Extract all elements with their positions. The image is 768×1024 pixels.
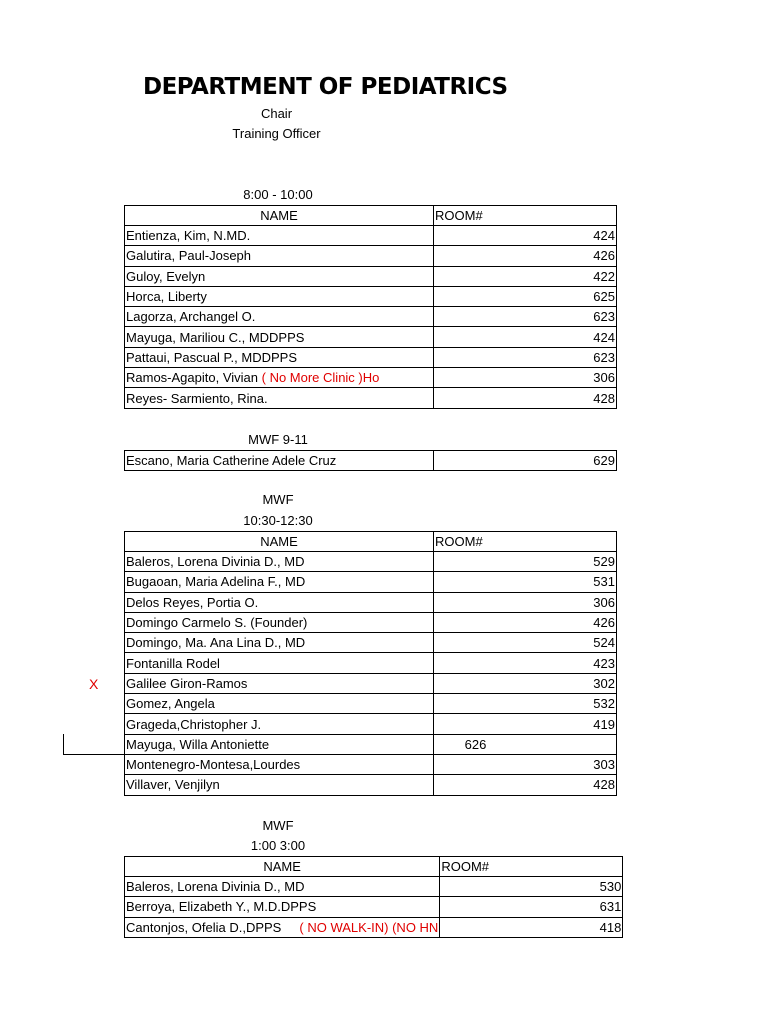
table-header-row xyxy=(125,532,617,552)
doctor-name-text: Cantonjos, Ofelia D.,DPPS xyxy=(126,919,282,935)
table-row xyxy=(125,754,617,774)
cell-border-fragment xyxy=(63,734,64,754)
name-header: NAME xyxy=(125,532,434,552)
doctor-name: Fontanilla Rodel xyxy=(125,653,434,673)
table-row xyxy=(125,327,617,347)
room-number: 529 xyxy=(434,552,617,572)
doctor-name: Horca, Liberty xyxy=(125,286,434,306)
section-3-time: 10:30-12:30 xyxy=(243,513,313,528)
clinic-note: ( NO WALK-IN) (NO HN xyxy=(299,919,439,935)
cell-border-fragment xyxy=(63,754,124,755)
room-number: 532 xyxy=(434,694,617,714)
doctor-name: Grageda,Christopher J. xyxy=(125,714,434,734)
table-row xyxy=(125,775,617,795)
table-row xyxy=(125,286,617,306)
schedule-table-1 xyxy=(124,205,617,409)
doctor-name xyxy=(125,368,434,388)
room-number: 428 xyxy=(434,775,617,795)
room-number: 631 xyxy=(440,897,623,917)
doctor-name: Baleros, Lorena Divinia D., MD xyxy=(125,552,434,572)
table-row xyxy=(125,653,617,673)
table-row xyxy=(125,552,617,572)
name-header: NAME xyxy=(125,857,440,877)
doctor-name-text: Ramos-Agapito, Vivian xyxy=(126,370,258,386)
table-row xyxy=(125,347,617,367)
table-row xyxy=(125,917,623,937)
room-number: 626 xyxy=(434,734,617,754)
table-row xyxy=(125,307,617,327)
room-header: ROOM# xyxy=(440,857,623,877)
table-row xyxy=(125,633,617,653)
doctor-name: Gomez, Angela xyxy=(125,694,434,714)
doctor-name: Galilee Giron-Ramos xyxy=(125,673,434,693)
room-number: 424 xyxy=(434,327,617,347)
doctor-name: Montenegro-Montesa,Lourdes xyxy=(125,754,434,774)
doctor-name: Galutira, Paul-Joseph xyxy=(125,246,434,266)
table-header-row xyxy=(125,857,623,877)
clinic-note: ( No More Clinic )Ho xyxy=(261,370,380,386)
room-number: 419 xyxy=(434,714,617,734)
schedule-table-3 xyxy=(124,531,617,796)
table-row xyxy=(125,734,617,754)
room-number: 424 xyxy=(434,226,617,246)
room-number: 531 xyxy=(434,572,617,592)
doctor-name: Escano, Maria Catherine Adele Cruz xyxy=(125,451,434,471)
table-row xyxy=(125,673,617,693)
section-2-time: MWF 9-11 xyxy=(248,432,308,447)
section-3-days: MWF xyxy=(262,492,294,507)
table-row xyxy=(125,714,617,734)
room-number: 302 xyxy=(434,673,617,693)
room-header: ROOM# xyxy=(434,532,617,552)
subtitle-chair: Chair xyxy=(260,106,293,121)
doctor-name: Delos Reyes, Portia O. xyxy=(125,592,434,612)
room-header: ROOM# xyxy=(434,206,617,226)
table-row xyxy=(125,226,617,246)
table-row xyxy=(125,877,623,897)
room-number: 426 xyxy=(434,246,617,266)
room-number: 426 xyxy=(434,612,617,632)
doctor-name: Berroya, Elizabeth Y., M.D.DPPS xyxy=(125,897,440,917)
x-mark: X xyxy=(89,676,99,692)
table-row xyxy=(125,592,617,612)
doctor-name: Reyes- Sarmiento, Rina. xyxy=(125,388,434,408)
room-number: 625 xyxy=(434,286,617,306)
section-4-time: 1:00 3:00 xyxy=(250,838,306,853)
room-number: 530 xyxy=(440,877,623,897)
room-number: 623 xyxy=(434,347,617,367)
room-number: 423 xyxy=(434,653,617,673)
room-number: 418 xyxy=(440,917,623,937)
room-number: 524 xyxy=(434,633,617,653)
table-row xyxy=(125,451,617,471)
room-number: 422 xyxy=(434,266,617,286)
room-number: 428 xyxy=(434,388,617,408)
doctor-name xyxy=(125,917,440,937)
doctor-name: Villaver, Venjilyn xyxy=(125,775,434,795)
doctor-name: Lagorza, Archangel O. xyxy=(125,307,434,327)
table-row xyxy=(125,266,617,286)
section-4-days: MWF xyxy=(262,818,294,833)
doctor-name: Entienza, Kim, N.MD. xyxy=(125,226,434,246)
section-1-time: 8:00 - 10:00 xyxy=(243,187,313,202)
doctor-name: Bugaoan, Maria Adelina F., MD xyxy=(125,572,434,592)
doctor-name: Baleros, Lorena Divinia D., MD xyxy=(125,877,440,897)
doctor-name: Mayuga, Mariliou C., MDDPPS xyxy=(125,327,434,347)
doctor-name: Domingo, Ma. Ana Lina D., MD xyxy=(125,633,434,653)
table-row xyxy=(125,368,617,388)
room-number: 629 xyxy=(434,451,617,471)
table-header-row xyxy=(125,206,617,226)
schedule-table-2 xyxy=(124,450,617,471)
table-row xyxy=(125,694,617,714)
doctor-name: Mayuga, Willa Antoniette xyxy=(125,734,434,754)
table-row xyxy=(125,388,617,408)
table-row xyxy=(125,612,617,632)
room-number: 303 xyxy=(434,754,617,774)
room-number: 306 xyxy=(434,592,617,612)
room-number: 306 xyxy=(434,368,617,388)
name-header: NAME xyxy=(125,206,434,226)
table-row xyxy=(125,246,617,266)
doctor-name: Domingo Carmelo S. (Founder) xyxy=(125,612,434,632)
schedule-table-4 xyxy=(124,856,623,938)
subtitle-training-officer: Training Officer xyxy=(232,126,321,141)
table-row xyxy=(125,897,623,917)
doctor-name: Pattaui, Pascual P., MDDPPS xyxy=(125,347,434,367)
page-title: DEPARTMENT OF PEDIATRICS xyxy=(143,74,508,100)
room-number: 623 xyxy=(434,307,617,327)
table-row xyxy=(125,572,617,592)
doctor-name: Guloy, Evelyn xyxy=(125,266,434,286)
